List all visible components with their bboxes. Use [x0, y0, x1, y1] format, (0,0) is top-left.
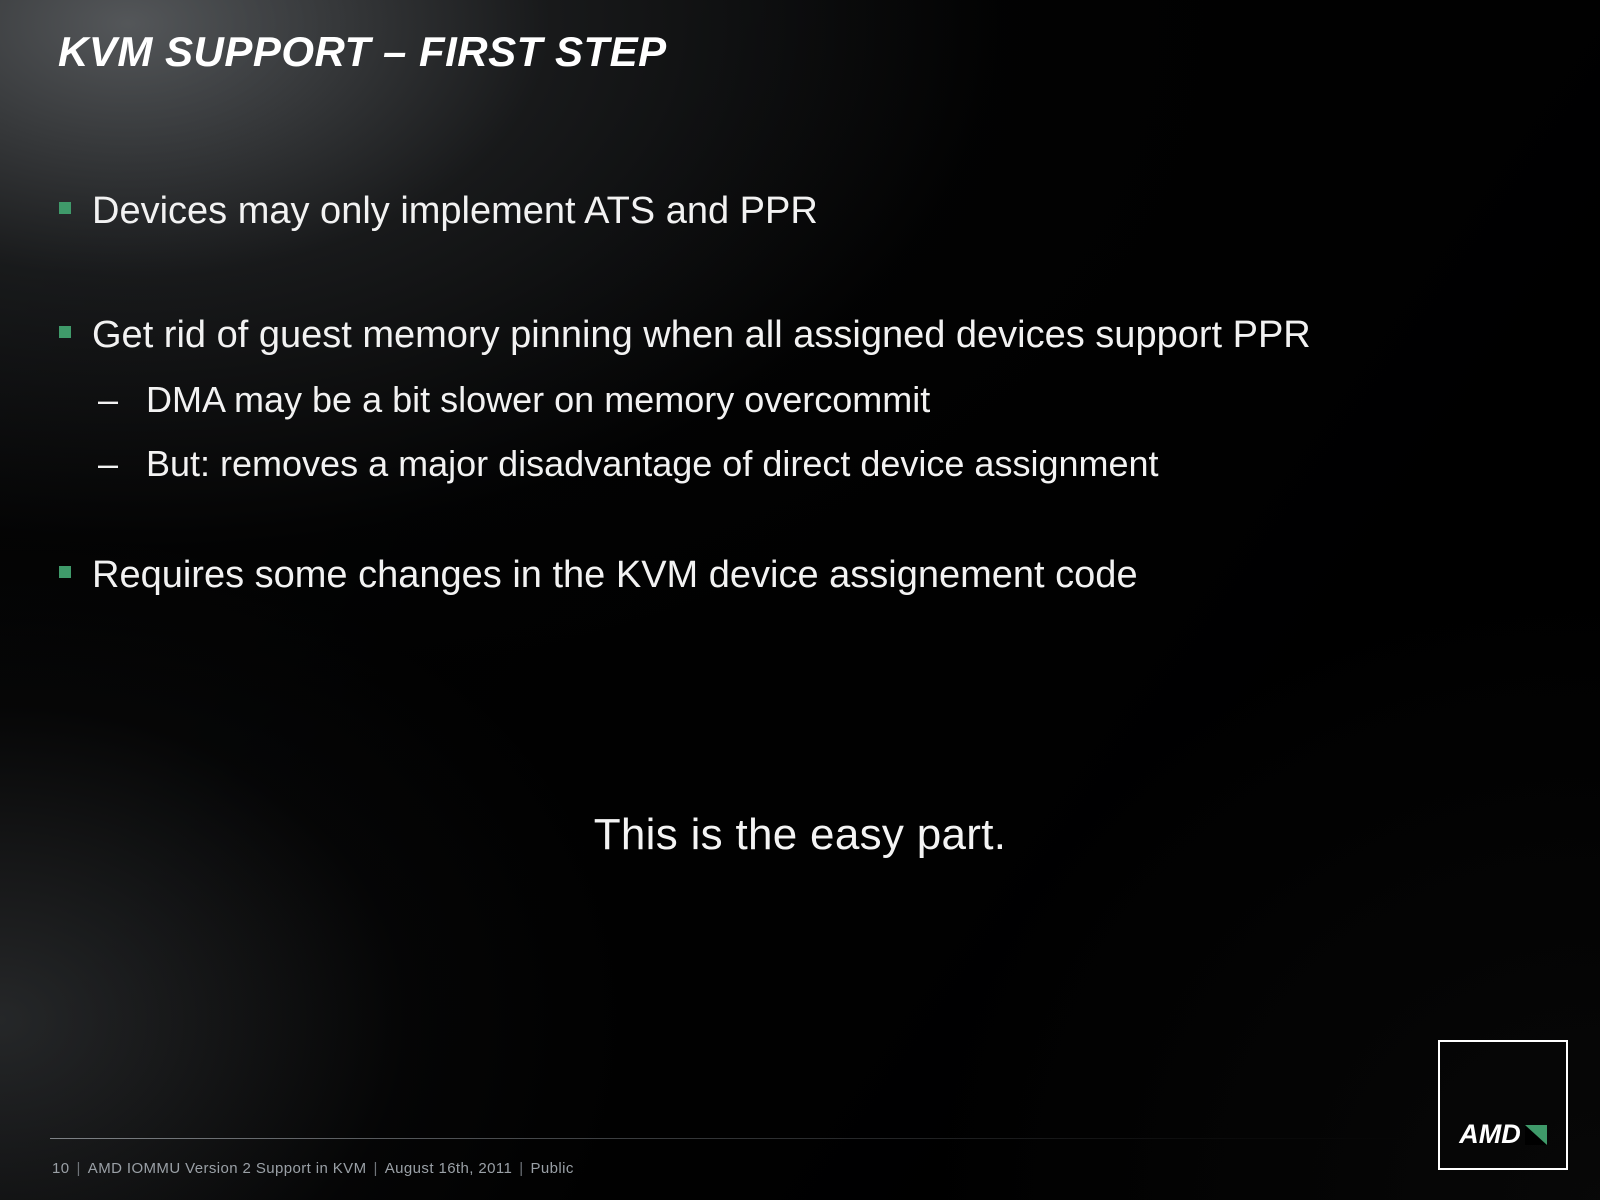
footer-page-number: 10	[52, 1160, 70, 1177]
callout-text: This is the easy part.	[593, 810, 1007, 859]
sub-list-item	[56, 443, 1536, 484]
footer-separator: |	[76, 1160, 81, 1177]
amd-logo	[1438, 1040, 1568, 1170]
square-bullet-icon	[59, 326, 71, 338]
sub-list-item-label: DMA may be a bit slower on memory overcommit	[146, 379, 931, 421]
page-title: KVM SUPPORT – FIRST STEP	[58, 28, 667, 75]
list-item	[56, 190, 1536, 234]
amd-wordmark	[1440, 1119, 1566, 1150]
footer-separator: |	[519, 1160, 524, 1177]
footer-classification: Public	[530, 1160, 574, 1177]
list-item	[56, 314, 1536, 358]
footer-date: August 16th, 2011	[384, 1160, 513, 1177]
footer-divider	[50, 1138, 1405, 1139]
list-item-label: Requires some changes in the KVM device assignement code	[92, 554, 1138, 597]
footer-deck-title: AMD IOMMU Version 2 Support in KVM	[87, 1160, 367, 1177]
dash-bullet-icon: –	[98, 379, 119, 421]
square-bullet-icon	[59, 566, 71, 578]
spacer	[56, 484, 1536, 554]
amd-logo-label: AMD	[1459, 1119, 1521, 1149]
list-item-label: Devices may only implement ATS and PPR	[92, 190, 818, 232]
list-item	[56, 554, 1536, 598]
footer	[52, 1160, 574, 1177]
bullet-list	[56, 190, 1536, 598]
list-item-label: Get rid of guest memory pinning when all assigned devices support PPR	[92, 313, 1311, 356]
dash-bullet-icon: –	[98, 442, 119, 484]
footer-separator: |	[373, 1160, 378, 1177]
sub-list-item	[56, 379, 1536, 420]
amd-arrow-icon	[1525, 1125, 1547, 1145]
square-bullet-icon	[59, 202, 71, 214]
spacer	[56, 234, 1536, 314]
sub-list-item-label: But: removes a major disadvantage of direct device assignment	[146, 442, 1159, 484]
